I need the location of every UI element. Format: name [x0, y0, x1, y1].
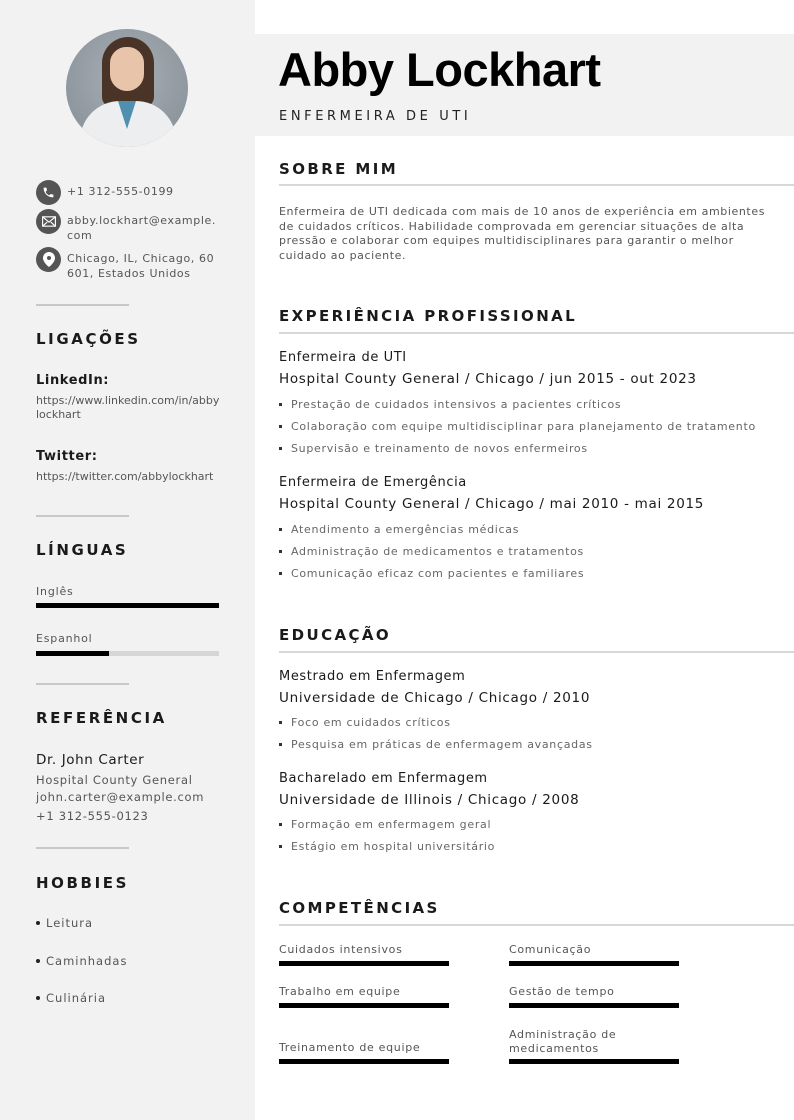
job-subtitle: Hospital County General / Chicago / mai 2010 - mai 2015 — [279, 496, 705, 512]
skill-bar — [509, 1003, 679, 1008]
section-rule — [279, 651, 794, 653]
skill-bar — [279, 1059, 449, 1064]
twitter-label: Twitter: — [36, 449, 98, 464]
skill-label: Treinamento de equipe — [279, 1041, 421, 1054]
section-rule — [279, 184, 794, 186]
section-rule — [279, 924, 794, 926]
degree-bullet: Foco em cuidados críticos — [279, 716, 451, 729]
location-pin-icon — [36, 247, 61, 272]
phone-text: +1 312-555-0199 — [67, 185, 174, 198]
degree-bullet: Estágio em hospital universitário — [279, 840, 495, 853]
divider — [36, 304, 129, 306]
divider — [36, 515, 129, 517]
reference-name: Dr. John Carter — [36, 752, 145, 768]
about-text: Enfermeira de UTI dedicada com mais de 10 anos de experiência em ambientes de cuidados críticos. Habilidade comprovada em gerenciar situações de alta pressão e colaborar com equipes multidisciplinares para garantir o melhor cuidado ao paciente. — [279, 205, 766, 262]
language-level-bar — [36, 651, 219, 656]
hobby-item: Leitura — [36, 916, 93, 930]
skill-bar — [279, 961, 449, 966]
degree-subtitle: Universidade de Illinois / Chicago / 2008 — [279, 792, 580, 808]
skill-label: Trabalho em equipe — [279, 985, 401, 998]
education-heading: EDUCAÇÃO — [279, 626, 392, 644]
about-heading: SOBRE MIM — [279, 160, 399, 178]
job-subtitle: Hospital County General / Chicago / jun 2015 - out 2023 — [279, 371, 697, 387]
reference-phone: +1 312-555-0123 — [36, 809, 149, 823]
skill-bar — [509, 1059, 679, 1064]
contact-email[interactable] — [36, 209, 217, 243]
skill-label: Comunicação — [509, 943, 592, 956]
degree-title: Bacharelado em Enfermagem — [279, 771, 488, 786]
skill-label: Cuidados intensivos — [279, 943, 403, 956]
language-name: Espanhol — [36, 632, 93, 645]
links-heading: LIGAÇÕES — [36, 330, 141, 348]
divider — [36, 683, 129, 685]
contact-address — [36, 247, 217, 281]
language-level-bar — [36, 603, 219, 608]
phone-icon — [36, 180, 61, 205]
linkedin-url[interactable]: https://www.linkedin.com/in/abbylockhart — [36, 394, 220, 421]
main-content — [255, 0, 794, 1120]
reference-heading: REFERÊNCIA — [36, 709, 167, 727]
degree-subtitle: Universidade de Chicago / Chicago / 2010 — [279, 690, 591, 706]
divider — [36, 847, 129, 849]
hobbies-heading: HOBBIES — [36, 874, 130, 892]
section-rule — [279, 332, 794, 334]
job-bullet: Atendimento a emergências médicas — [279, 523, 519, 536]
reference-email[interactable]: john.carter@example.com — [36, 790, 205, 804]
twitter-url[interactable]: https://twitter.com/abbylockhart — [36, 470, 214, 483]
skill-bar — [509, 961, 679, 966]
degree-title: Mestrado em Enfermagem — [279, 669, 466, 684]
email-link[interactable]: abby.lockhart@example.com — [67, 214, 216, 242]
languages-heading: LÍNGUAS — [36, 541, 129, 559]
job-bullet: Administração de medicamentos e tratamentos — [279, 545, 584, 558]
contact-phone — [36, 180, 217, 205]
sidebar — [0, 0, 255, 1120]
degree-bullet: Pesquisa em práticas de enfermagem avançadas — [279, 738, 593, 751]
hobby-item: Caminhadas — [36, 954, 127, 968]
language-name: Inglês — [36, 585, 74, 598]
skill-label: Gestão de tempo — [509, 985, 615, 998]
skill-bar — [279, 1003, 449, 1008]
hobby-item: Culinária — [36, 991, 106, 1005]
job-title: Enfermeira de UTI — [279, 350, 407, 365]
degree-bullet: Formação em enfermagem geral — [279, 818, 491, 831]
job-title: Enfermeira de Emergência — [279, 475, 467, 490]
job-bullet: Colaboração com equipe multidisciplinar para planejamento de tratamento — [279, 420, 756, 433]
linkedin-label: LinkedIn: — [36, 373, 110, 388]
mail-icon — [36, 209, 61, 234]
job-bullet: Prestação de cuidados intensivos a pacientes críticos — [279, 398, 621, 411]
skills-heading: COMPETÊNCIAS — [279, 899, 440, 917]
candidate-role: ENFERMEIRA DE UTI — [279, 109, 472, 124]
reference-company: Hospital County General — [36, 773, 193, 787]
job-bullet: Supervisão e treinamento de novos enfermeiros — [279, 442, 588, 455]
candidate-name: Abby Lockhart — [278, 43, 601, 96]
profile-photo — [66, 29, 188, 147]
experience-heading: EXPERIÊNCIA PROFISSIONAL — [279, 307, 578, 325]
address-text: Chicago, IL, Chicago, 60601, Estados Unidos — [67, 252, 215, 280]
job-bullet: Comunicação eficaz com pacientes e familiares — [279, 567, 584, 580]
skill-label: Administração de medicamentos — [509, 1028, 617, 1055]
